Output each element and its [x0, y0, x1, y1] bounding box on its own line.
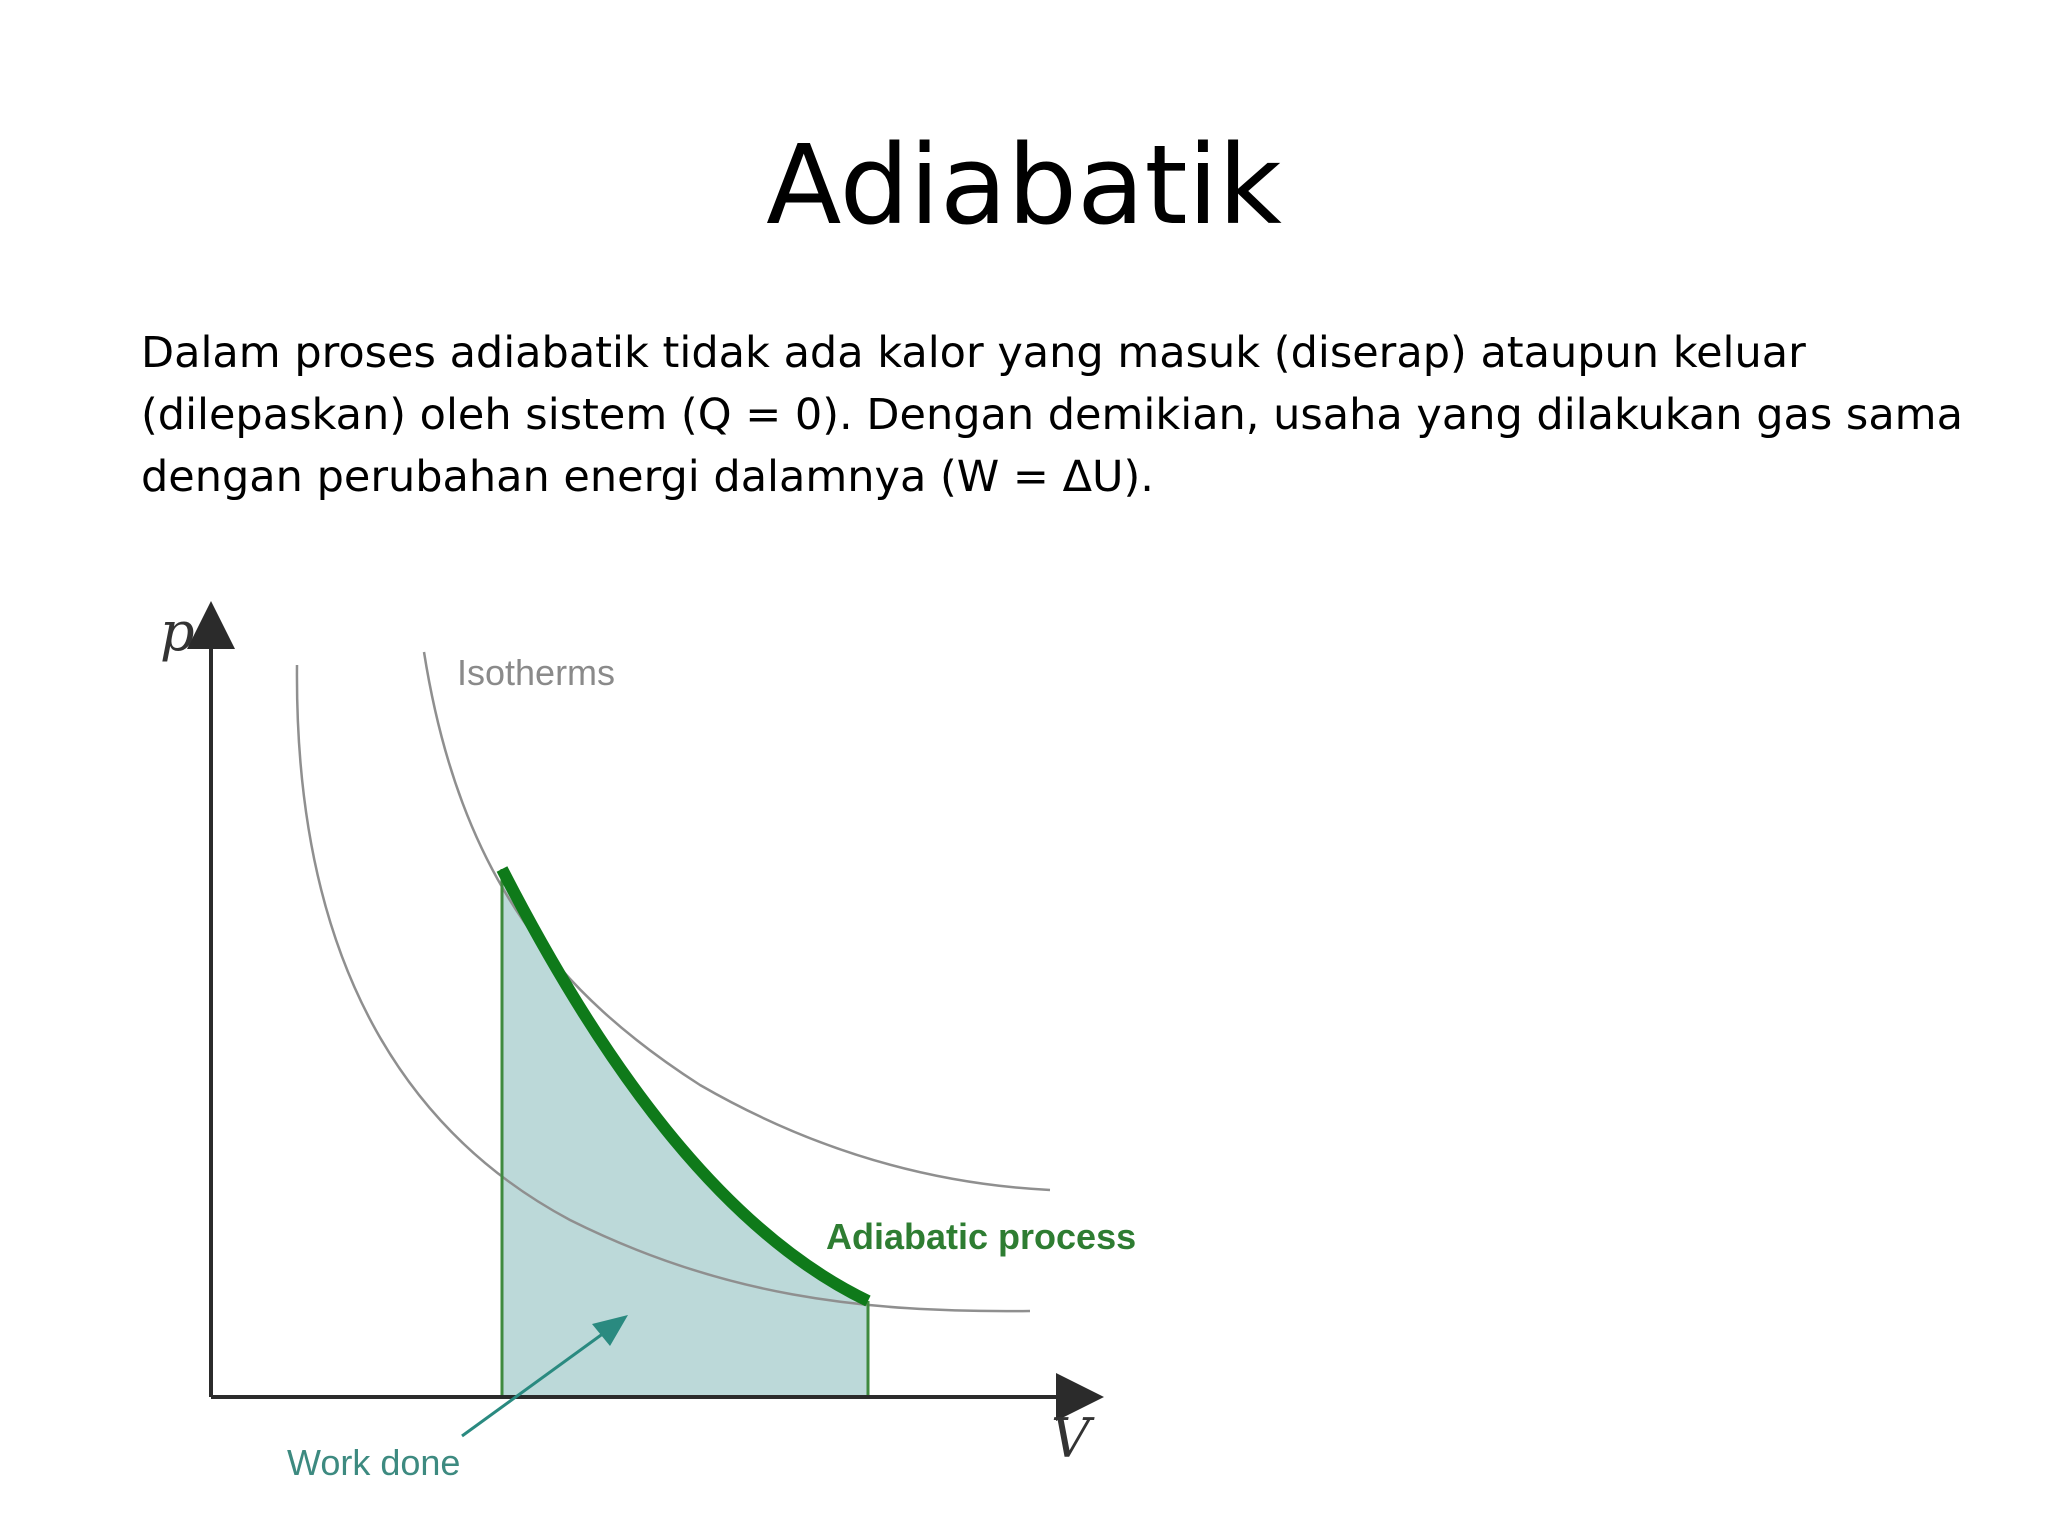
p-axis-label: p [160, 600, 195, 663]
v-axis-label: V [1051, 1407, 1090, 1470]
adiabatic-process-label: Adiabatic process [826, 1216, 1137, 1257]
work-done-label: Work done [287, 1442, 461, 1483]
body-line-1: Dalam proses adiabatik tidak ada kalor yang masuk (diserap) ataupun keluar [141, 328, 1806, 378]
body-line-3: dengan perubahan energi dalamnya (W = ΔU). [141, 452, 1154, 502]
work-done-area [502, 869, 868, 1397]
isotherms-label: Isotherms [457, 652, 616, 693]
slide-title: Adiabatik [766, 121, 1282, 249]
body-line-2: (dilepaskan) oleh sistem (Q = 0). Dengan demikian, usaha yang dilakukan gas sama [141, 390, 1963, 440]
